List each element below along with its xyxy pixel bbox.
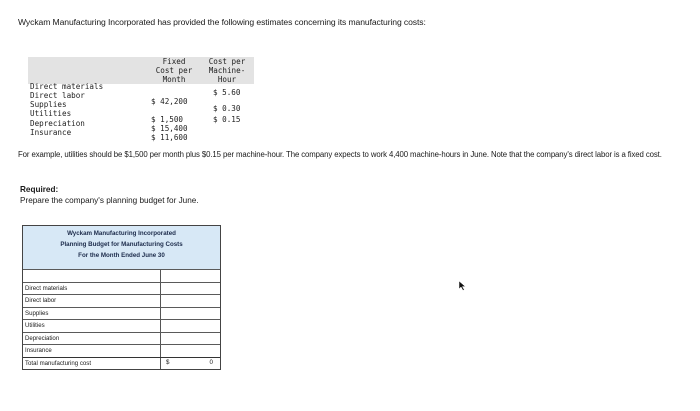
fixed-cost-header: Fixed Cost per Month (155, 57, 193, 84)
budget-input-direct-materials[interactable] (161, 283, 219, 295)
budget-label-depreciation: Depreciation (25, 334, 60, 342)
est-var-depreciation: $ 0.15 (213, 115, 241, 124)
budget-label-utilities: Utilities (25, 322, 45, 329)
budget-label-insurance: Insurance (25, 347, 52, 354)
budget-label-direct-materials: Direct materials (25, 284, 68, 292)
budget-row-insurance (23, 344, 220, 357)
est-fixed-extra: $ 11,600 (151, 133, 188, 142)
budget-label-supplies: Supplies (25, 309, 49, 317)
budget-total-cell (160, 358, 219, 370)
est-label-depreciation: Depreciation (30, 119, 85, 128)
budget-input-insurance[interactable] (161, 345, 219, 357)
planning-budget-table (22, 225, 221, 370)
budget-header (23, 226, 220, 269)
est-var-direct-labor: $ 5.60 (213, 88, 241, 97)
est-fixed-depreciation: $ 1,500 (151, 115, 184, 124)
variable-cost-header: Cost per Machine- Hour (208, 57, 246, 84)
budget-row-direct-labor (23, 294, 220, 307)
budget-label-direct-labor: Direct labor (25, 297, 57, 304)
budget-row-label (23, 270, 160, 282)
est-var-utilities: $ 0.30 (213, 104, 241, 113)
budget-total-value: 0 (209, 358, 213, 366)
budget-input-supplies[interactable] (161, 308, 219, 320)
budget-row-supplies (23, 307, 220, 320)
budget-input-utilities[interactable] (161, 320, 219, 332)
budget-title-name: Planning Budget for Manufacturing Costs (60, 241, 183, 248)
required-heading: Required: (20, 185, 59, 194)
est-label-supplies: Supplies (30, 100, 67, 109)
estimates-table (0, 0, 700, 160)
est-label-utilities: Utilities (30, 109, 72, 118)
est-label-direct-labor: Direct labor (30, 91, 85, 100)
budget-row-total (23, 357, 220, 370)
budget-label-total: Total manufacturing cost (25, 359, 92, 367)
budget-input-blank[interactable] (161, 270, 219, 282)
est-fixed-supplies: $ 42,200 (151, 97, 188, 106)
budget-row-blank (23, 269, 220, 282)
budget-title-company: Wyckam Manufacturing Incorporated (67, 230, 176, 237)
required-text: Prepare the company's planning budget for June. (20, 196, 199, 205)
intro-text: Wyckam Manufacturing Incorporated has provided the following estimates concerning its manufacturing costs: (18, 17, 426, 27)
budget-row-depreciation (23, 332, 220, 345)
est-fixed-insurance: $ 15,400 (151, 124, 188, 133)
budget-row-direct-materials (23, 282, 220, 295)
budget-title-period: For the Month Ended June 30 (78, 252, 165, 259)
example-paragraph: For example, utilities should be $1,500 per month plus $0.15 per machine-hour. The company expects to work 4,400 machine-hours in June. Note that the company's direct labor is a fixed cost. (18, 150, 662, 159)
est-label-insurance: Insurance (30, 128, 72, 137)
budget-input-depreciation[interactable] (161, 333, 219, 345)
budget-input-direct-labor[interactable] (161, 295, 219, 307)
budget-total-dollar: $ (166, 358, 170, 366)
est-label-direct-materials: Direct materials (30, 82, 104, 91)
budget-row-utilities (23, 319, 220, 332)
